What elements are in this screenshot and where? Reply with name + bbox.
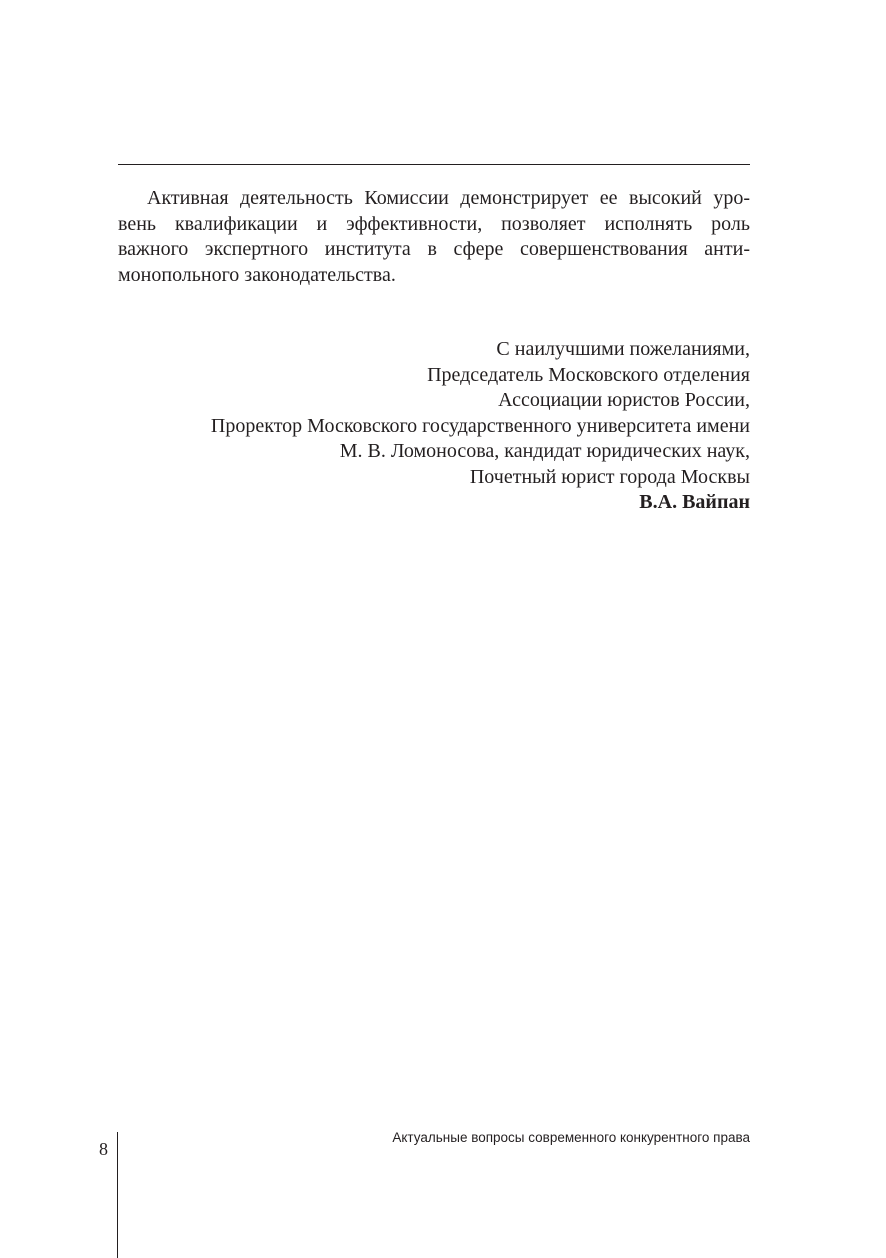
signature-title-line: Почетный юрист города Москвы: [469, 465, 750, 488]
body-line: важного экспертного института в сфере совершенствования анти-: [118, 238, 750, 260]
body-line: вень квалификации и эффективности, позволяет исполнять роль: [118, 212, 750, 235]
signature-title-line: М. В. Ломоносова, кандидат юридических наук,: [339, 440, 750, 462]
body-line: монопольного законодательства.: [118, 263, 396, 286]
top-rule: [118, 164, 750, 165]
signature-title-line: Ассоциации юристов России,: [498, 389, 750, 411]
signature-name: В.А. Вайпан: [639, 491, 750, 513]
page-number: 8: [99, 1139, 108, 1159]
signature-title-line: Проректор Московского государственного университета имени: [210, 414, 750, 437]
signature-closing: С наилучшими пожеланиями,: [496, 338, 750, 360]
body-paragraph: [118, 186, 750, 288]
body-line: Активная деятельность Комиссии демонстрирует ее высокий уро-: [147, 187, 750, 209]
footer-vertical-rule: [117, 1132, 118, 1258]
signature-title-line: Председатель Московского отделения: [427, 363, 750, 386]
running-title: Актуальные вопросы современного конкурентного права: [392, 1130, 750, 1145]
signature-block: [118, 337, 750, 516]
